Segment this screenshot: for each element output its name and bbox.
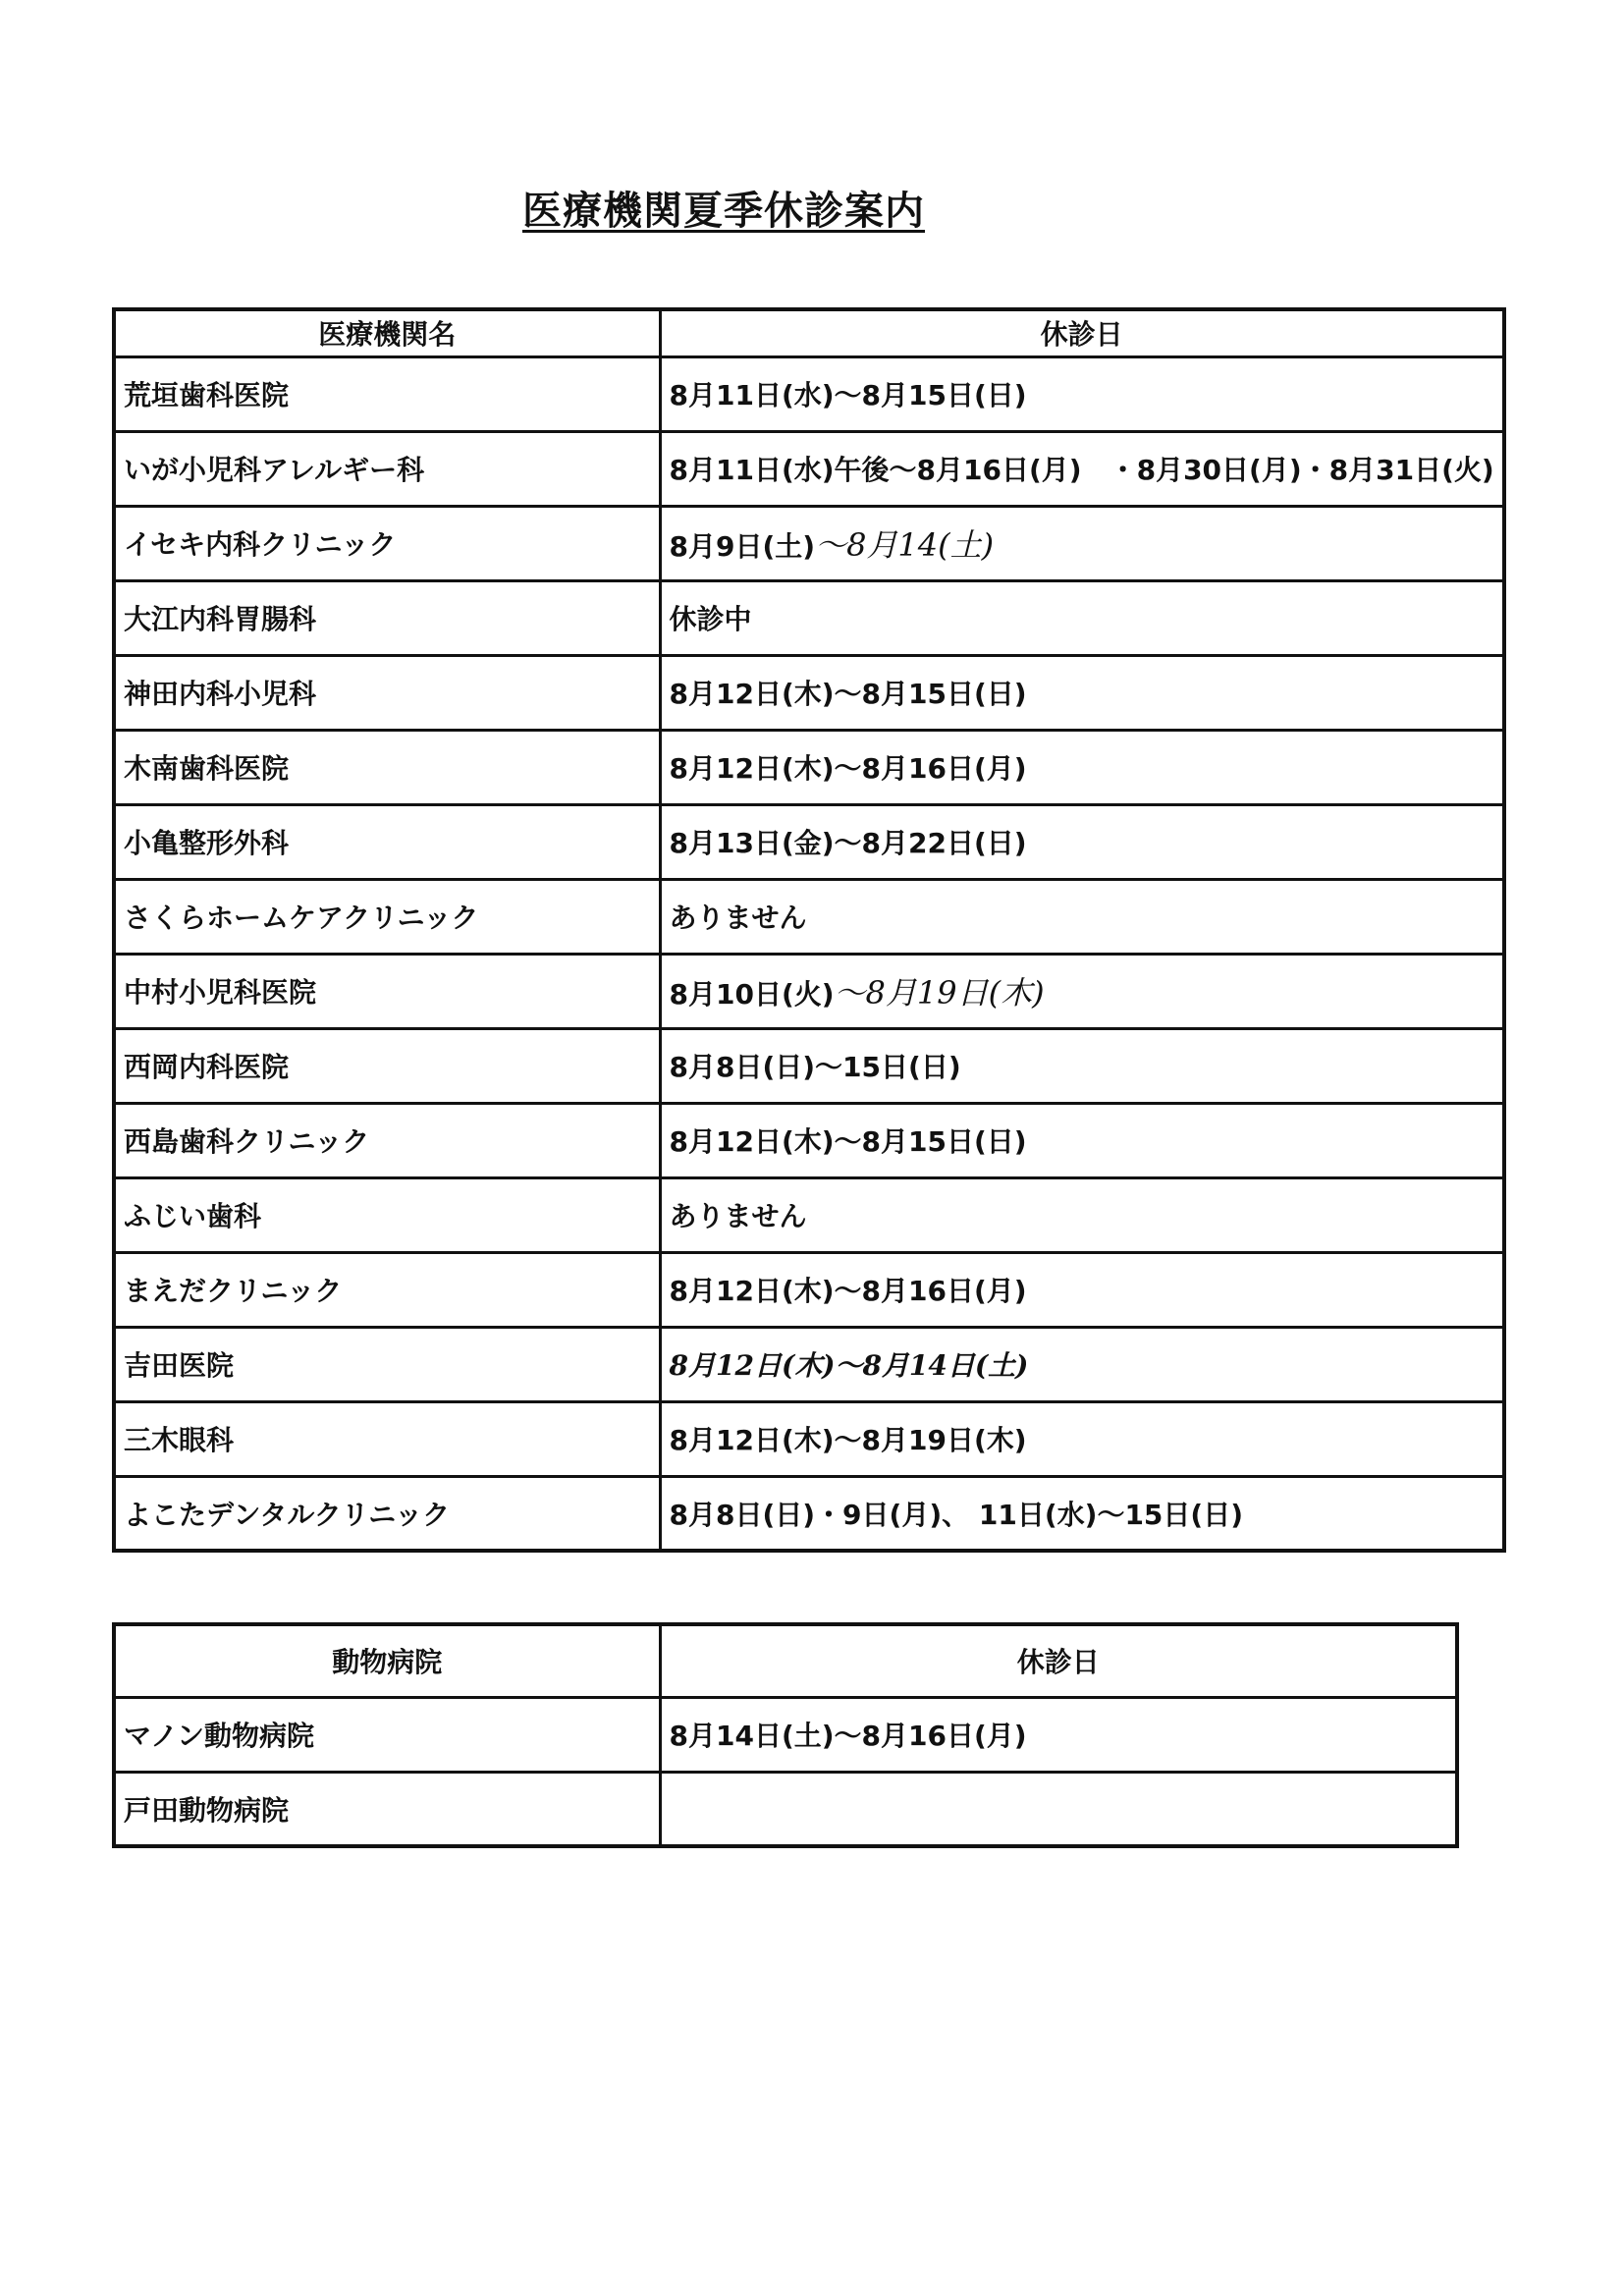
institution-name: まえだクリニック bbox=[114, 1252, 660, 1327]
institution-name: 小亀整形外科 bbox=[114, 804, 660, 879]
closure-date: 8月12日(木)～8月16日(月) bbox=[660, 730, 1504, 804]
closure-date: 8月8日(日)・9日(月)、 11日(水)～15日(日) bbox=[660, 1476, 1504, 1551]
institution-name: 吉田医院 bbox=[114, 1327, 660, 1401]
medical-closure-table bbox=[112, 307, 1506, 1553]
table-row bbox=[114, 431, 1504, 506]
table-row bbox=[114, 1697, 1457, 1772]
animal-hospital-name: マノン動物病院 bbox=[114, 1697, 660, 1772]
institution-name: 三木眼科 bbox=[114, 1401, 660, 1476]
table-row bbox=[114, 879, 1504, 954]
header-animal-hospital: 動物病院 bbox=[114, 1624, 660, 1697]
table-row bbox=[114, 804, 1504, 879]
closure-date: ありません bbox=[660, 1177, 1504, 1252]
closure-date: 8月12日(木)～8月19日(木) bbox=[660, 1401, 1504, 1476]
institution-name: 神田内科小児科 bbox=[114, 655, 660, 730]
institution-name: 西島歯科クリニック bbox=[114, 1103, 660, 1177]
closure-date bbox=[660, 1772, 1457, 1846]
institution-name: 中村小児科医院 bbox=[114, 954, 660, 1028]
institution-name: ふじい歯科 bbox=[114, 1177, 660, 1252]
table-row bbox=[114, 506, 1504, 580]
animal-hospital-name: 戸田動物病院 bbox=[114, 1772, 660, 1846]
table-row bbox=[114, 954, 1504, 1028]
closure-date: 8月11日(水)午後～8月16日(月) ・8月30日(月)・8月31日(火) bbox=[660, 431, 1504, 506]
closure-date-printed: 8月9日(土) bbox=[669, 530, 816, 563]
closure-date: 8月8日(日)～15日(日) bbox=[660, 1028, 1504, 1103]
institution-name: いが小児科アレルギー科 bbox=[114, 431, 660, 506]
closure-date bbox=[660, 954, 1504, 1028]
closure-date: 8月12日(木)～8月16日(月) bbox=[660, 1252, 1504, 1327]
institution-name: 西岡内科医院 bbox=[114, 1028, 660, 1103]
closure-date bbox=[660, 506, 1504, 580]
closure-date: 8月11日(水)～8月15日(日) bbox=[660, 356, 1504, 431]
institution-name: よこたデンタルクリニック bbox=[114, 1476, 660, 1551]
table-row bbox=[114, 1252, 1504, 1327]
closure-date: 8月13日(金)～8月22日(日) bbox=[660, 804, 1504, 879]
header-institution-name: 医療機関名 bbox=[114, 309, 660, 356]
table-row bbox=[114, 1177, 1504, 1252]
table-header-row bbox=[114, 1624, 1457, 1697]
closure-date-handwritten: ～8月14(土) bbox=[815, 526, 995, 564]
table-row bbox=[114, 1327, 1504, 1401]
institution-name: 荒垣歯科医院 bbox=[114, 356, 660, 431]
table-row bbox=[114, 730, 1504, 804]
table-row bbox=[114, 1772, 1457, 1846]
table-row bbox=[114, 655, 1504, 730]
institution-name: 大江内科胃腸科 bbox=[114, 580, 660, 655]
institution-name: さくらホームケアクリニック bbox=[114, 879, 660, 954]
closure-date-handwritten: ～8月19日(木) bbox=[834, 974, 1045, 1011]
table-row bbox=[114, 1028, 1504, 1103]
closure-date: 休診中 bbox=[660, 580, 1504, 655]
table-row bbox=[114, 580, 1504, 655]
table-row bbox=[114, 1401, 1504, 1476]
animal-hospital-closure-table bbox=[112, 1622, 1459, 1848]
table-row bbox=[114, 356, 1504, 431]
header-closure-date: 休診日 bbox=[660, 309, 1504, 356]
closure-date: 8月12日(木)～8月15日(日) bbox=[660, 655, 1504, 730]
closure-date: 8月14日(土)～8月16日(月) bbox=[660, 1697, 1457, 1772]
institution-name: イセキ内科クリニック bbox=[114, 506, 660, 580]
closure-date: 8月12日(木)～8月15日(日) bbox=[660, 1103, 1504, 1177]
header-closure-date: 休診日 bbox=[660, 1624, 1457, 1697]
closure-date: ありません bbox=[660, 879, 1504, 954]
table-header-row bbox=[114, 309, 1504, 356]
institution-name: 木南歯科医院 bbox=[114, 730, 660, 804]
closure-date-handwritten: 8月12日(木)～8月14日(土) bbox=[660, 1327, 1504, 1401]
table-row bbox=[114, 1103, 1504, 1177]
table-row bbox=[114, 1476, 1504, 1551]
page-title: 医療機関夏季休診案内 bbox=[522, 189, 925, 234]
closure-date-printed: 8月10日(火) bbox=[669, 978, 835, 1011]
